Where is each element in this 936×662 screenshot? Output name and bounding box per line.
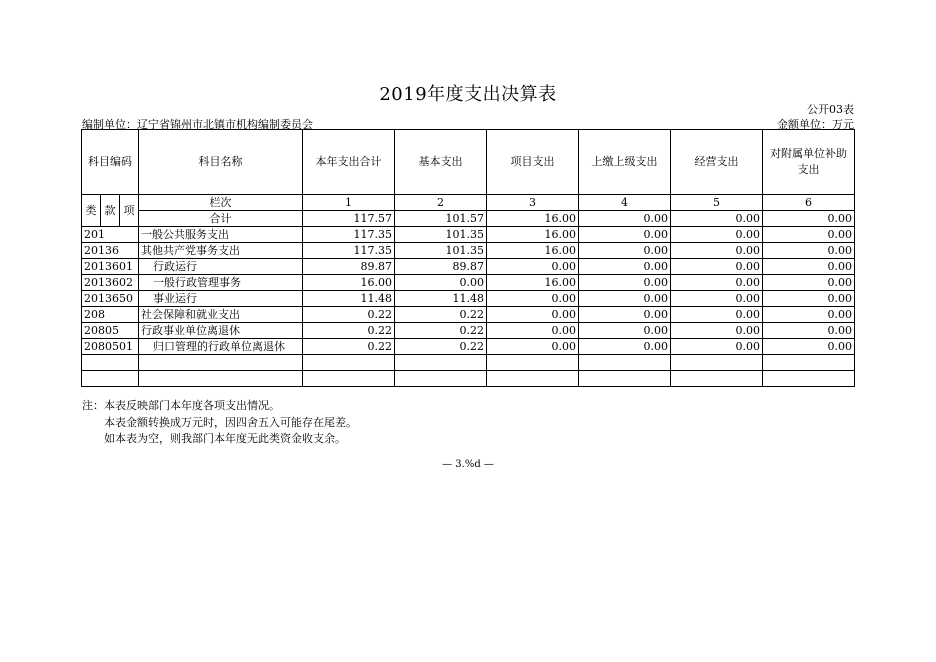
table-row <box>82 323 855 339</box>
row-value: 0.00 <box>579 339 671 355</box>
header-lei: 类 <box>82 195 101 227</box>
row-code: 20805 <box>82 323 139 339</box>
row-value: 0.00 <box>763 323 855 339</box>
table-row <box>82 243 855 259</box>
total-value: 0.00 <box>763 211 855 227</box>
amount-unit: 金额单位：万元 <box>777 118 854 131</box>
table-row <box>82 339 855 355</box>
row-value: 0.22 <box>303 307 395 323</box>
row-name: 其他共产党事务支出 <box>139 243 303 259</box>
row-value: 0.00 <box>579 323 671 339</box>
table-title: 2019年度支出决算表 <box>379 84 557 105</box>
row-value: 0.00 <box>763 227 855 243</box>
row-value: 0.00 <box>487 307 579 323</box>
row-value: 0.00 <box>579 259 671 275</box>
row-value: 0.00 <box>579 243 671 259</box>
row-value: 0.22 <box>395 339 487 355</box>
compiling-unit: 编制单位：辽宁省锦州市北镇市机构编制委员会 <box>82 118 313 131</box>
form-number: 公开03表 <box>807 103 854 116</box>
row-value: 0.00 <box>763 307 855 323</box>
row-name: 行政运行 <box>139 259 303 275</box>
row-value: 16.00 <box>487 275 579 291</box>
empty-row <box>82 355 855 371</box>
header-basic: 基本支出 <box>395 130 487 195</box>
row-value: 11.48 <box>395 291 487 307</box>
row-code: 2013650 <box>82 291 139 307</box>
total-value: 0.00 <box>671 211 763 227</box>
header-kuan: 款 <box>101 195 120 227</box>
note-line: 本表金额转换成万元时，因四舍五入可能存在尾差。 <box>104 415 357 429</box>
row-value: 0.00 <box>671 275 763 291</box>
row-name: 行政事业单位离退休 <box>139 323 303 339</box>
header-business: 经营支出 <box>671 130 763 195</box>
col-number: 4 <box>579 195 671 211</box>
row-code: 2013601 <box>82 259 139 275</box>
row-value: 0.00 <box>671 259 763 275</box>
row-value: 0.00 <box>763 291 855 307</box>
header-total: 本年支出合计 <box>303 130 395 195</box>
row-value: 0.00 <box>487 291 579 307</box>
table-row <box>82 259 855 275</box>
row-value: 0.00 <box>579 307 671 323</box>
total-value: 117.57 <box>303 211 395 227</box>
row-code: 2080501 <box>82 339 139 355</box>
total-label: 合计 <box>139 211 303 227</box>
row-value: 0.00 <box>487 339 579 355</box>
row-value: 0.22 <box>303 339 395 355</box>
total-row <box>82 211 855 227</box>
row-value: 117.35 <box>303 227 395 243</box>
col-number: 2 <box>395 195 487 211</box>
row-name: 社会保障和就业支出 <box>139 307 303 323</box>
row-value: 16.00 <box>303 275 395 291</box>
row-value: 0.00 <box>487 259 579 275</box>
col-number: 5 <box>671 195 763 211</box>
row-name: 一般公共服务支出 <box>139 227 303 243</box>
col-number: 1 <box>303 195 395 211</box>
row-value: 0.22 <box>303 323 395 339</box>
row-value: 16.00 <box>487 227 579 243</box>
header-upper: 上缴上级支出 <box>579 130 671 195</box>
row-code: 20136 <box>82 243 139 259</box>
row-value: 117.35 <box>303 243 395 259</box>
expenditure-table <box>81 129 855 387</box>
row-value: 11.48 <box>303 291 395 307</box>
row-value: 0.00 <box>487 323 579 339</box>
header-xiang: 项 <box>120 195 139 227</box>
header-lanci: 栏次 <box>139 195 303 211</box>
note-line: 如本表为空，则我部门本年度无此类资金收支余。 <box>104 432 346 445</box>
header-project: 项目支出 <box>487 130 579 195</box>
row-name: 归口管理的行政单位离退休 <box>139 339 303 355</box>
row-code: 2013602 <box>82 275 139 291</box>
page-footer: — 3.%d — <box>442 459 494 470</box>
row-value: 0.00 <box>579 275 671 291</box>
row-value: 0.22 <box>395 307 487 323</box>
table-row <box>82 291 855 307</box>
row-value: 16.00 <box>487 243 579 259</box>
row-value: 0.00 <box>763 243 855 259</box>
table-row <box>82 307 855 323</box>
col-number: 3 <box>487 195 579 211</box>
row-value: 0.00 <box>671 291 763 307</box>
total-value: 16.00 <box>487 211 579 227</box>
header-subsidy: 对附属单位补助支出 <box>763 130 855 195</box>
total-value: 101.57 <box>395 211 487 227</box>
col-number: 6 <box>763 195 855 211</box>
row-value: 0.00 <box>671 339 763 355</box>
row-value: 0.00 <box>671 307 763 323</box>
row-value: 0.00 <box>763 339 855 355</box>
table-row <box>82 275 855 291</box>
row-value: 0.00 <box>763 259 855 275</box>
header-name: 科目名称 <box>139 130 303 195</box>
total-value: 0.00 <box>579 211 671 227</box>
row-value: 101.35 <box>395 227 487 243</box>
header-row <box>82 130 855 195</box>
row-name: 一般行政管理事务 <box>139 275 303 291</box>
row-value: 0.00 <box>395 275 487 291</box>
row-name: 事业运行 <box>139 291 303 307</box>
row-value: 0.00 <box>579 227 671 243</box>
note-line: 注：本表反映部门本年度各项支出情况。 <box>82 399 280 412</box>
row-value: 0.00 <box>671 243 763 259</box>
row-value: 101.35 <box>395 243 487 259</box>
row-value: 0.22 <box>395 323 487 339</box>
column-number-row <box>82 195 855 211</box>
header-code: 科目编码 <box>82 130 139 195</box>
row-value: 0.00 <box>671 323 763 339</box>
row-value: 0.00 <box>763 275 855 291</box>
row-value: 89.87 <box>303 259 395 275</box>
table-row <box>82 227 855 243</box>
row-value: 0.00 <box>579 291 671 307</box>
row-value: 0.00 <box>671 227 763 243</box>
notes <box>82 398 357 448</box>
row-value: 89.87 <box>395 259 487 275</box>
row-code: 208 <box>82 307 139 323</box>
empty-row <box>82 371 855 387</box>
row-code: 201 <box>82 227 139 243</box>
